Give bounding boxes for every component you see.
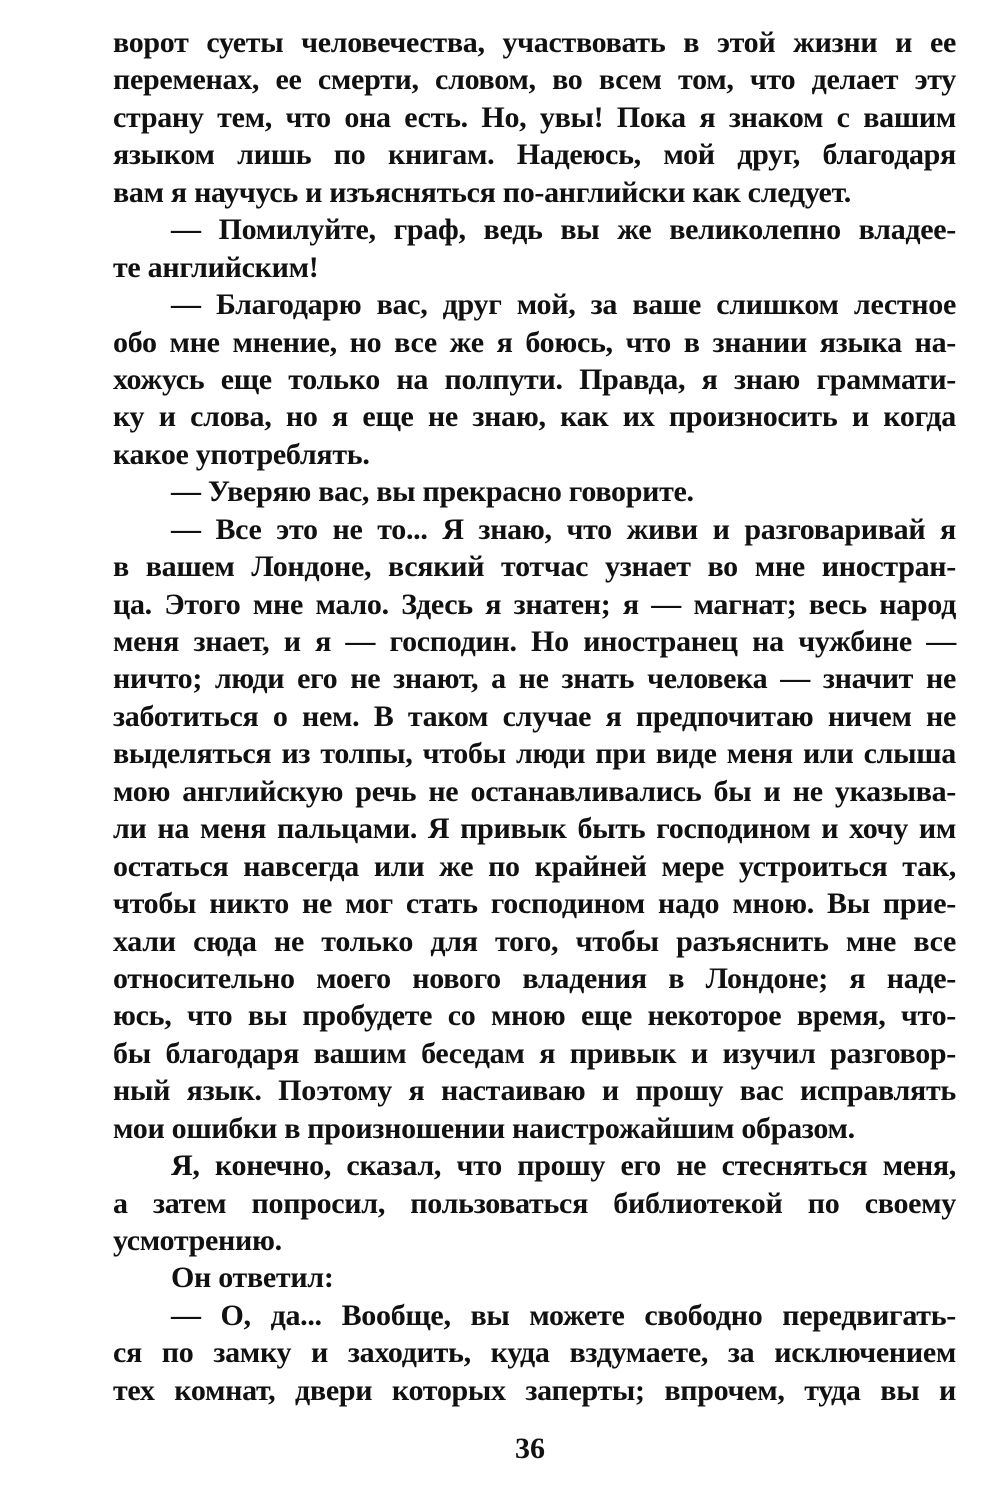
text-line: тех комнат, двери которых заперты; впрочем, туда вы и [113, 1373, 956, 1407]
text-line: юсь, что вы пробудете со мною еще некоторое время, что- [113, 999, 956, 1033]
text-line: ный язык. Поэтому я настаиваю и прошу вас исправлять [113, 1074, 956, 1108]
text-line: вам я научусь и изъясняться по-английски как следует. [113, 175, 851, 209]
text-line: какое употреблять. [113, 437, 370, 471]
text-line: — Все это не то... Я знаю, что живи и разговаривай я [171, 512, 956, 546]
text-line: выделяться из толпы, чтобы люди при виде меня или слыша [113, 737, 956, 771]
text-line: — О, да... Вообще, вы можете свободно передвигать- [171, 1298, 956, 1332]
text-line: меня знает, и я — господин. Но иностранец на чужбине — [113, 625, 956, 658]
text-line: мою английскую речь не останавливались бы и не указыва- [113, 774, 956, 808]
text-line: страну тем, что она есть. Но, увы! Пока я знаком с вашим [113, 100, 956, 134]
text-line: — Благодарю вас, друг мой, за ваше слишком лестное [171, 288, 956, 322]
text-line: относительно моего нового владения в Лондоне; я наде- [113, 961, 956, 995]
text-line: чтобы никто не мог стать господином надо мною. Вы прие- [113, 887, 956, 921]
text-line: Он ответил: [171, 1261, 334, 1295]
text-line: те английским! [113, 250, 319, 284]
text-line: — Помилуйте, граф, ведь вы же великолепно владее- [171, 213, 956, 247]
text-line: хожусь еще только на полпути. Правда, я знаю граммати- [113, 362, 956, 396]
page-number: 36 [515, 1432, 545, 1465]
text-line: Я, конечно, сказал, что прошу его не стесняться меня, [171, 1149, 956, 1183]
text-line: бы благодаря вашим беседам я привык и изучил разговор- [113, 1036, 956, 1070]
text-line: усмотрению. [113, 1224, 282, 1257]
text-line: — Уверяю вас, вы прекрасно говорите. [171, 475, 694, 509]
text-line: ворот суеты человечества, участвовать в этой жизни и ее [113, 26, 956, 59]
text-line: заботиться о нем. В таком случае я предпочитаю ничем не [113, 699, 956, 733]
text-line: ца. Этого мне мало. Здесь я знатен; я — магнат; весь народ [113, 587, 956, 621]
text-line: в вашем Лондоне, всякий тотчас узнает во мне иностран- [113, 550, 956, 584]
text-line: ся по замку и заходить, куда вздумаете, за исключением [113, 1336, 956, 1370]
text-line: а затем попросил, пользоваться библиотекой по своему [113, 1186, 956, 1220]
text-line: языком лишь по книгам. Надеюсь, мой друг, благодаря [113, 138, 956, 172]
text-line: переменах, ее смерти, словом, во всем том, что делает эту [113, 63, 956, 97]
text-line: ли на меня пальцами. Я привык быть господином и хочу им [113, 812, 956, 846]
text-line: хали сюда не только для того, чтобы разъяснить мне все [113, 924, 956, 958]
text-line: обо мне мнение, но все же я боюсь, что в знании языка на- [113, 325, 956, 359]
book-page-text [113, 24, 956, 1409]
text-line: мои ошибки в произношении наистрожайшим образом. [113, 1111, 855, 1145]
text-line: ку и слова, но я еще не знаю, как их произносить и когда [113, 400, 956, 434]
text-line: ничто; люди его не знают, а не знать человека — значит не [113, 662, 956, 696]
text-line: остаться навсегда или же по крайней мере устроиться так, [113, 849, 956, 883]
